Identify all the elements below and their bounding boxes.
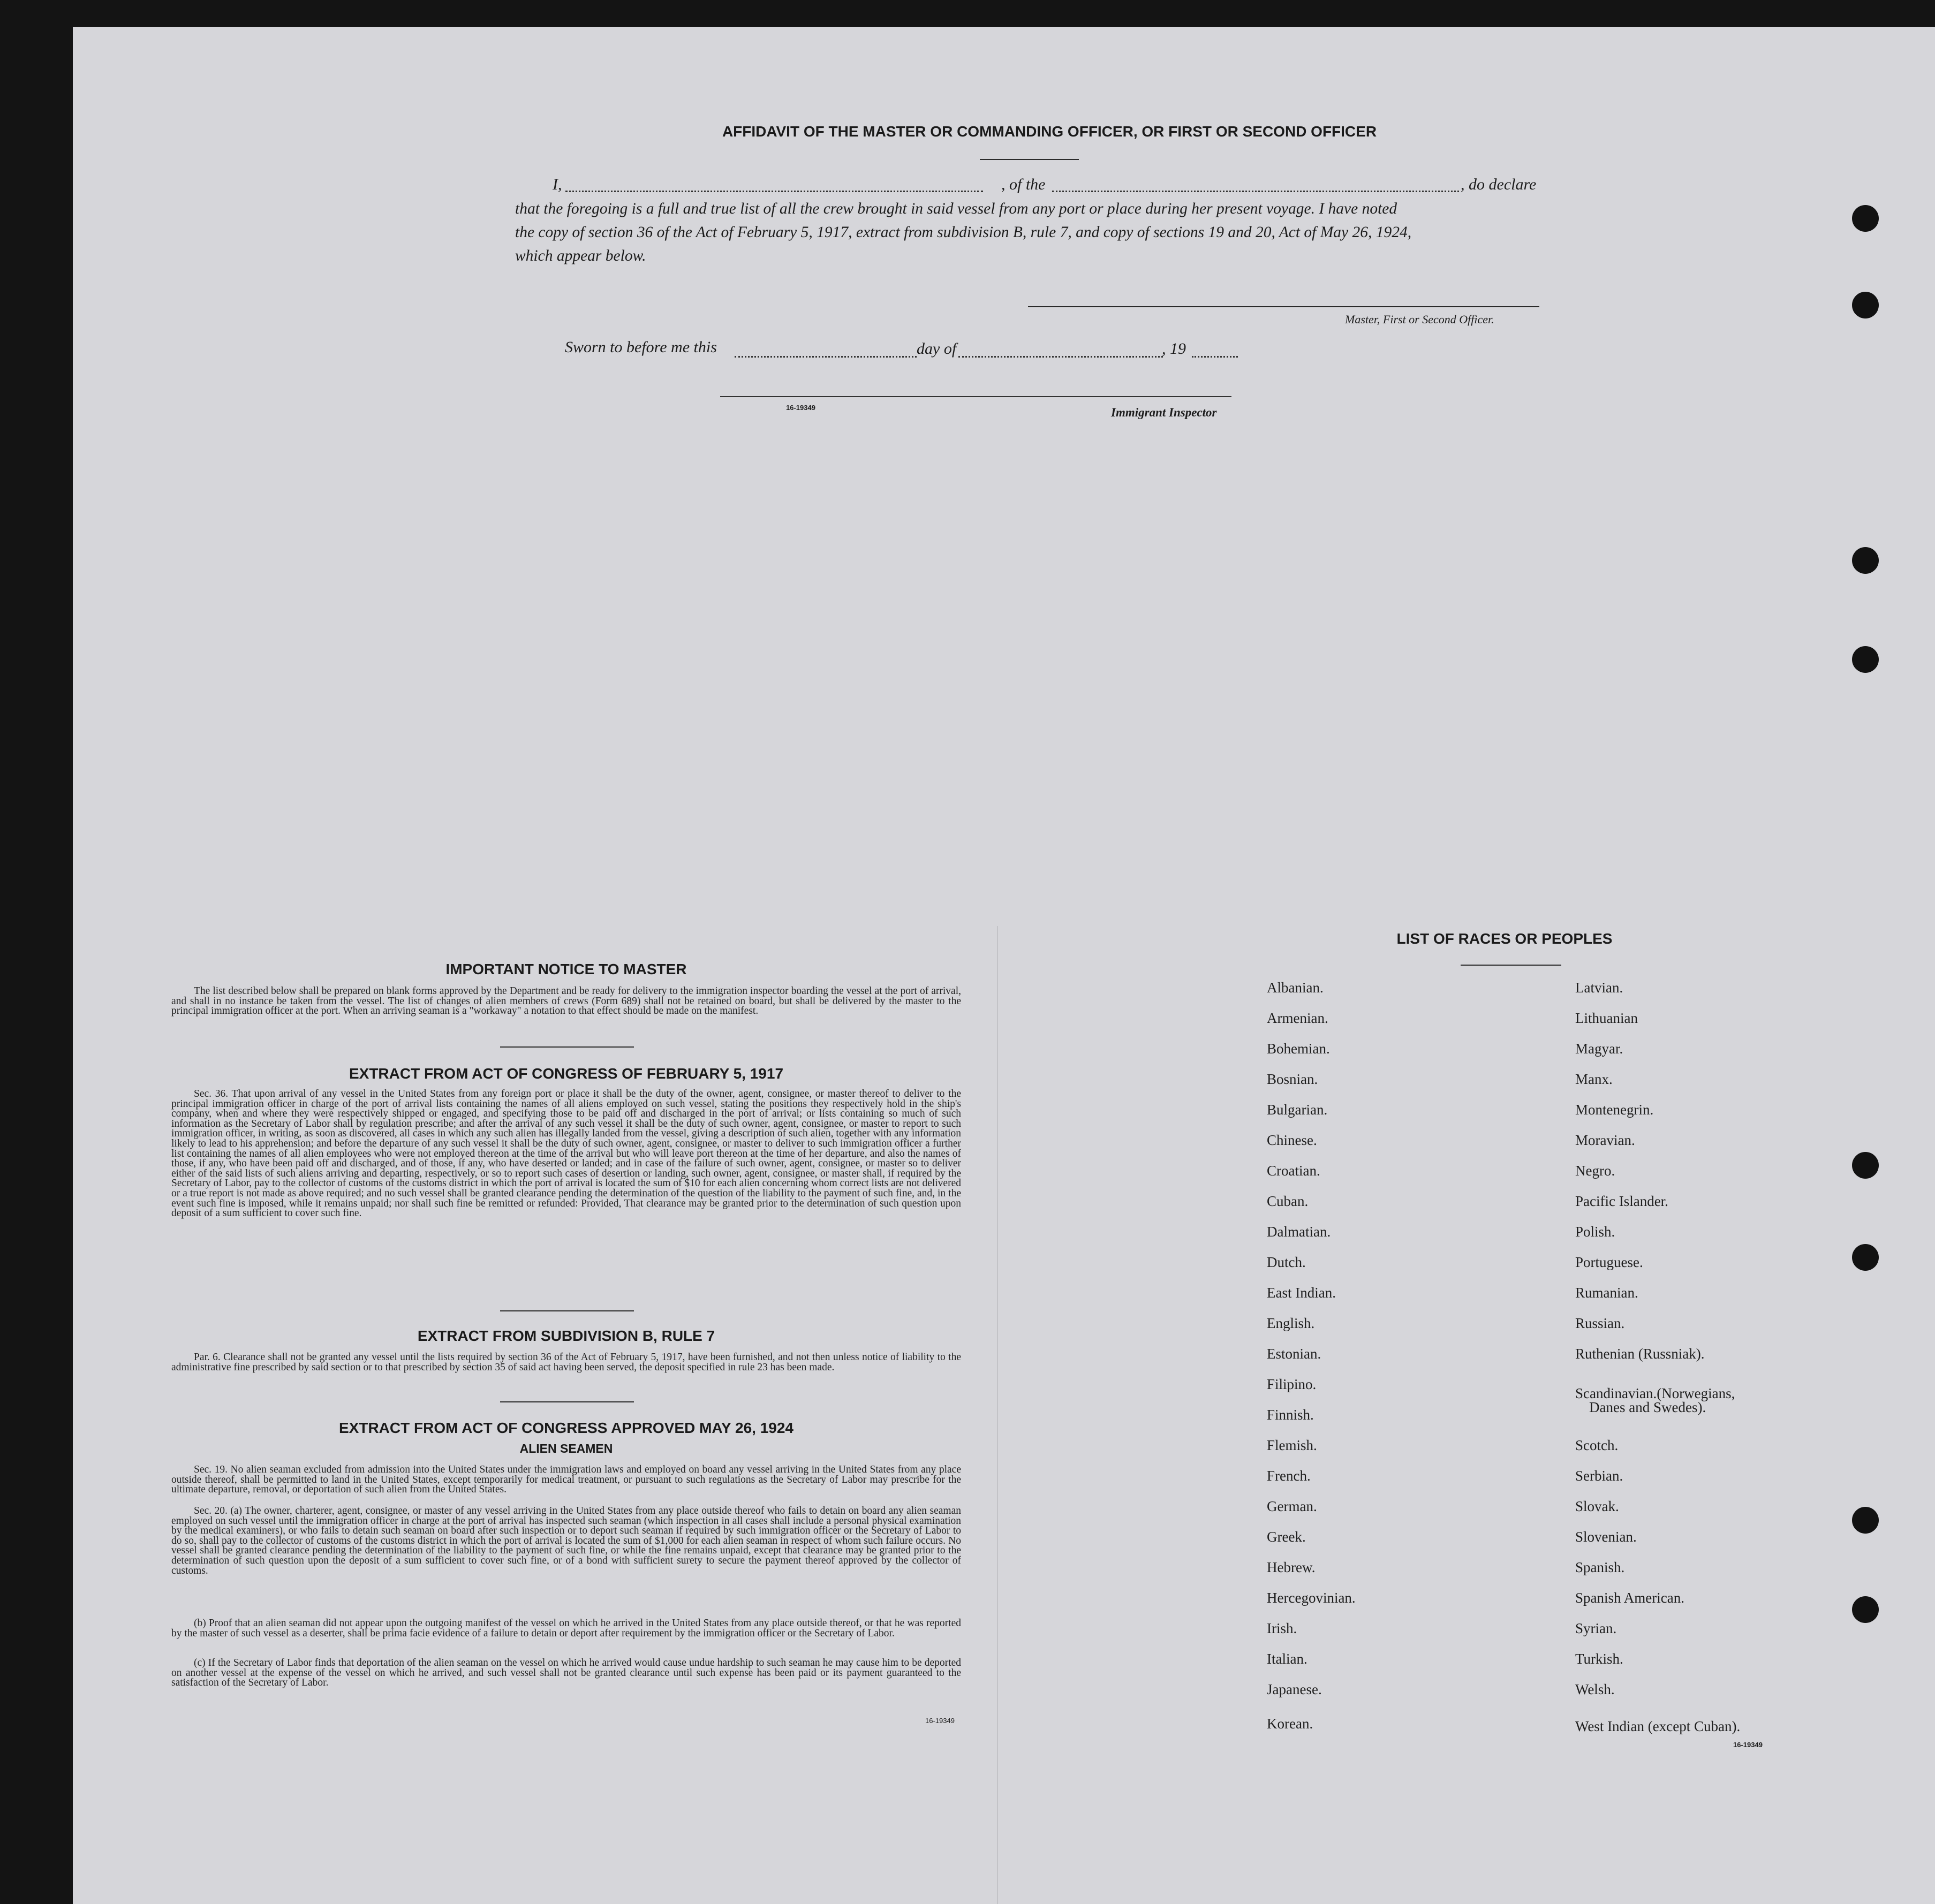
races-form-number: 16-19349: [1733, 1741, 1763, 1749]
race-item: German.: [1267, 1498, 1317, 1514]
affidavit-title: AFFIDAVIT OF THE MASTER OR COMMANDING OFFICER, OR FIRST OR SECOND OFFICER: [722, 123, 1377, 140]
race-item: Polish.: [1575, 1224, 1615, 1240]
i-label: I,: [553, 176, 562, 193]
race-item: Bohemian.: [1267, 1041, 1330, 1057]
punch-hole-icon: [1852, 1244, 1879, 1271]
race-item: Chinese.: [1267, 1132, 1317, 1148]
race-item: Manx.: [1575, 1071, 1613, 1087]
race-item: Bosnian.: [1267, 1071, 1318, 1087]
race-item: Slovenian.: [1575, 1529, 1637, 1545]
punch-hole-icon: [1852, 292, 1879, 318]
master-signature-line[interactable]: [1028, 306, 1539, 307]
extract-rule7-title: EXTRACT FROM SUBDIVISION B, RULE 7: [417, 1328, 715, 1344]
race-item: Turkish.: [1575, 1651, 1623, 1667]
master-signature-label: Master, First or Second Officer.: [1345, 313, 1494, 326]
race-item: English.: [1267, 1315, 1315, 1331]
race-item: Korean.: [1267, 1716, 1313, 1732]
race-item: Greek.: [1267, 1529, 1306, 1545]
inspector-label: Immigrant Inspector: [1111, 406, 1217, 419]
extract-rule7-text: Par. 6. Clearance shall not be granted any vessel until the lists required by section 36 of the Act of February 5, 1917, have been furnished, and not then unless notice of liability to the administrative fine prescribed by said section or to that prescribed by section 35 of said act having been served, the deposit specified in rule 23 has been made.: [171, 1352, 961, 1373]
race-item: Armenian.: [1267, 1010, 1328, 1026]
race-item: Hercegovinian.: [1267, 1590, 1356, 1606]
page-fold: [997, 926, 998, 1904]
punch-hole-icon: [1852, 1152, 1879, 1179]
races-divider: [1461, 965, 1561, 966]
divider-2: [500, 1310, 634, 1311]
extract-1917-title: EXTRACT FROM ACT OF CONGRESS OF FEBRUARY 5, 1917: [349, 1065, 784, 1082]
race-item: Hebrew.: [1267, 1559, 1316, 1575]
sworn-month-field[interactable]: [958, 356, 1163, 358]
race-item: Flemish.: [1267, 1437, 1317, 1453]
race-item: Finnish.: [1267, 1407, 1314, 1423]
race-item: Irish.: [1267, 1620, 1297, 1636]
race-item: Cuban.: [1267, 1193, 1309, 1209]
race-item: Danes and Swedes).: [1589, 1399, 1706, 1415]
affidavit-line-3: which appear below.: [515, 247, 646, 264]
vessel-field[interactable]: [1052, 191, 1459, 192]
extract-1924-subtitle: ALIEN SEAMEN: [519, 1442, 613, 1455]
race-item: Welsh.: [1575, 1681, 1615, 1697]
of-the-label: , of the: [1001, 176, 1046, 193]
race-item: Bulgarian.: [1267, 1102, 1328, 1118]
race-item: Portuguese.: [1575, 1254, 1643, 1270]
extract-form-number: 16-19349: [925, 1717, 955, 1725]
race-item: Spanish.: [1575, 1559, 1625, 1575]
affidavit-form-number: 16-19349: [786, 404, 815, 412]
punch-hole-icon: [1852, 646, 1879, 673]
race-item: Italian.: [1267, 1651, 1307, 1667]
day-of-label: day of: [917, 340, 957, 358]
punch-hole-icon: [1852, 1596, 1879, 1623]
race-item: Pacific Islander.: [1575, 1193, 1668, 1209]
race-item: Montenegrin.: [1575, 1102, 1654, 1118]
extract-1924-title: EXTRACT FROM ACT OF CONGRESS APPROVED MAY 26, 1924: [339, 1420, 793, 1436]
race-item: French.: [1267, 1468, 1311, 1484]
notice-title: IMPORTANT NOTICE TO MASTER: [445, 961, 687, 977]
race-item: West Indian (except Cuban).: [1575, 1718, 1741, 1734]
sworn-label: Sworn to before me this: [565, 338, 717, 356]
punch-hole-icon: [1852, 205, 1879, 232]
race-item: Syrian.: [1575, 1620, 1617, 1636]
race-item: Japanese.: [1267, 1681, 1322, 1697]
title-divider: [980, 159, 1079, 160]
sworn-day-field[interactable]: [735, 356, 917, 358]
divider-3: [500, 1401, 634, 1402]
sec19-text: Sec. 19. No alien seaman excluded from admission into the United States under the immigration laws and employed on board any vessel arriving in the United States from any place outside thereof, shall be permitted to land in the United States, except temporarily for medical treatment, or pursuant to such regulations as the Secretary of Labor may prescribe for the ultimate departure, removal, or deportation of such alien from the United States.: [171, 1464, 961, 1496]
race-item: Rumanian.: [1575, 1285, 1638, 1301]
sec20c-text: (c) If the Secretary of Labor finds that deportation of the alien seaman on the vessel on which he arrived would cause undue hardship to such seaman he may cause him to be deported on another vessel at the expense of the vessel on which he arrived, and such vessel shall not be granted clearance until such expense has been paid or its payment guaranteed to the satisfaction of the Secretary of Labor.: [171, 1657, 961, 1689]
affidavit-line-2: the copy of section 36 of the Act of February 5, 1917, extract from subdivision B, rule 7, and copy of sections 19 and 20, Act of May 26, 1924,: [515, 224, 1412, 241]
race-item: Spanish American.: [1575, 1590, 1684, 1606]
race-item: Albanian.: [1267, 980, 1324, 996]
affidavit-line-1: that the foregoing is a full and true list of all the crew brought in said vessel from any port or place during her present voyage. I have noted: [515, 200, 1397, 217]
sec20b-text: (b) Proof that an alien seaman did not appear upon the outgoing manifest of the vessel on which he arrived in the United States from any place outside thereof, or that he was reported by the master of such vessel as a deserter, shall be prima facie evidence of a failure to detain or deport after requirement by the immigration officer or the Secretary of Labor.: [171, 1618, 961, 1639]
race-item: Croatian.: [1267, 1163, 1320, 1179]
notice-text: The list described below shall be prepared on blank forms approved by the Department and be ready for delivery to the immigration inspector boarding the vessel at the port of arrival, and shall in no instance be taken from the vessel. The list of changes of alien members of crews (Form 689) shall not be retained on board, but shall be delivered by the master to the principal immigration officer at the port. When an arriving seaman is a "workaway" a notation to that effect should be made on the manifest.: [171, 985, 961, 1017]
name-field[interactable]: [565, 191, 983, 192]
inspector-signature-line[interactable]: [720, 396, 1231, 397]
punch-hole-icon: [1852, 547, 1879, 574]
race-item: Scotch.: [1575, 1437, 1619, 1453]
race-item: Russian.: [1575, 1315, 1625, 1331]
do-declare-label: , do declare: [1461, 176, 1537, 193]
race-item: Serbian.: [1575, 1468, 1623, 1484]
race-item: Estonian.: [1267, 1346, 1321, 1362]
race-item: Lithuanian: [1575, 1010, 1638, 1026]
sec20a-text: Sec. 20. (a) The owner, charterer, agent, consignee, or master of any vessel arriving in the United States from any place outside thereof who fails to detain on board any alien seaman employed on such vessel until the immigration officer in charge at the port of arrival has inspected such seaman (which inspection in all cases shall include a personal physical examination by the medical examiners), or who fails to detain such seaman on board after such inspection or to deport such seaman if required by such immigration officer or the Secretary of Labor to do so, shall pay to the collector of customs of the customs district in which the port of arrival is located the sum of $1,000 for each alien seaman in respect of whom such failure occurs. No vessel shall be granted clearance pending the determination of the liability to the payment of such fine, or while the fine remains unpaid, except that clearance may be granted prior to the determination of such question upon the deposit of a sum sufficient to cover such fine, or of a bond with sufficient surety to secure the payment thereof approved by the collector of customs.: [171, 1505, 961, 1576]
race-item: East Indian.: [1267, 1285, 1336, 1301]
extract-1917-text: Sec. 36. That upon arrival of any vessel in the United States from any foreign port or place it shall be the duty of the owner, agent, consignee, or master thereof to deliver to the principal immigration officer in charge of the port of arrival lists containing the names of all aliens employed on such vessel, stating the positions they respectively hold in the ship's company, when and where they were respectively shipped or engaged, and specifying those to be paid off and discharged in the port of arrival; or lists containing so much of such information as the Secretary of Labor shall by regulation prescribe; and after the arrival of any such vessel it shall be the duty of such owner, agent, consignee, or master to report to such immigration officer, in writing, as soon as discovered, all cases in which any such alien has illegally landed from the vessel, giving a description of such alien, together with any information likely to lead to his apprehension; and before the departure of any such vessel it shall be the duty of such owner, agent, consignee, or master to deliver to such immigration officer a further list containing the names of all alien employees who were not employed thereon at the time of the arrival but who will leave port thereon at the time of her departure, and also the names of those, if any, who have been paid off and discharged, and of those, if any, who have deserted or landed; and in case of the failure of such owner, agent, consignee, or master so to deliver either of the said lists of such aliens arriving and departing, respectively, or so to report such cases of desertion or landing, such owner, agent, consignee, or master shall, if required by the Secretary of Labor, pay to the collector of customs of the customs district in which the port of arrival is located the sum of $10 for each alien concerning whom correct lists are not delivered or a true report is not made as above required; and no such vessel shall be granted clearance pending the determination of the question of the liability to the payment of such fine, and, in the event such fine is imposed, while it remains unpaid; nor shall such fine be remitted or refunded: Provided, That clearance may be granted prior to the determination of such question upon deposit of a sum sufficient to cover such fine.: [171, 1088, 961, 1219]
race-item: Latvian.: [1575, 980, 1623, 996]
race-item: Negro.: [1575, 1163, 1615, 1179]
race-item: Filipino.: [1267, 1376, 1317, 1392]
sworn-year-field[interactable]: [1192, 356, 1238, 358]
race-item: Scandinavian.(Norwegians,: [1575, 1385, 1735, 1401]
divider-1: [500, 1046, 634, 1048]
race-item: Magyar.: [1575, 1041, 1623, 1057]
race-item: Slovak.: [1575, 1498, 1619, 1514]
year-label: , 19: [1162, 340, 1186, 358]
race-item: Moravian.: [1575, 1132, 1635, 1148]
races-title: LIST OF RACES OR PEOPLES: [1396, 930, 1613, 947]
race-item: Ruthenian (Russniak).: [1575, 1346, 1705, 1362]
race-item: Dalmatian.: [1267, 1224, 1331, 1240]
race-item: Dutch.: [1267, 1254, 1306, 1270]
punch-hole-icon: [1852, 1507, 1879, 1534]
